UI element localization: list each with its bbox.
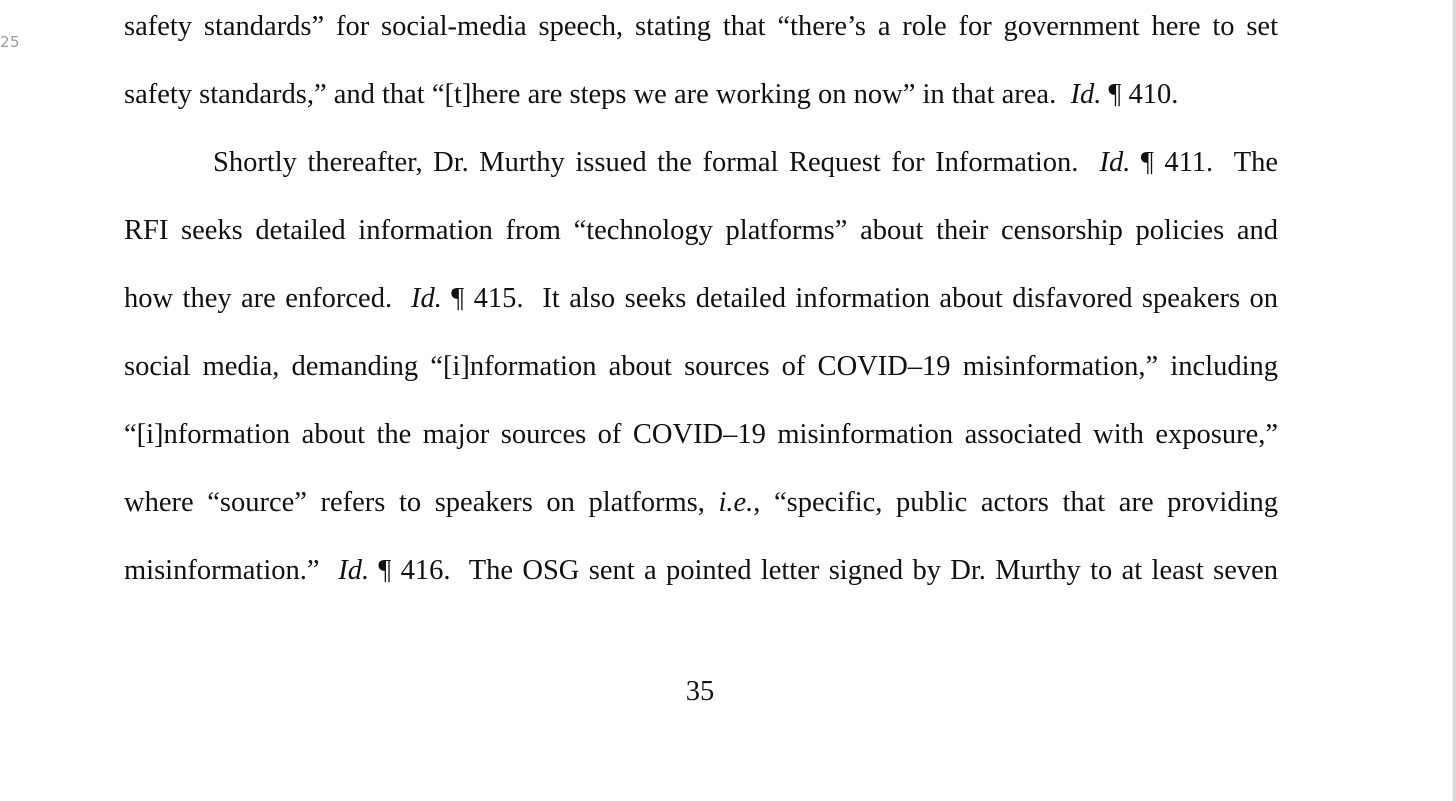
text-line: Shortly thereafter, Dr. Murthy issued the formal Request for Information. Id. ¶ 411. The xyxy=(213,147,1279,178)
text-line: RFI seeks detailed information from “technology platforms” about their censorship policies and xyxy=(124,215,1278,246)
citation-id: Id. xyxy=(410,283,442,314)
margin-line-number: 25 xyxy=(0,33,21,51)
citation-id: Id. xyxy=(338,555,370,586)
text-line: misinformation.” Id. ¶ 416. The OSG sent a pointed letter signed by Dr. Murthy to at least seven xyxy=(124,555,1278,586)
citation-id: Id. xyxy=(1099,147,1131,178)
text-line: where “source” refers to speakers on platforms, i.e., “specific, public actors that are providing xyxy=(124,487,1279,518)
page-number: 35 xyxy=(685,676,715,707)
text-line: “[i]nformation about the major sources of COVID–19 misinformation associated with exposure,” xyxy=(124,419,1278,450)
text-line: safety standards” for social-media speech, stating that “there’s a role for government here to set xyxy=(124,11,1278,42)
text-line: social media, demanding “[i]nformation about sources of COVID–19 misinformation,” including xyxy=(124,351,1278,382)
abbreviation-ie: i.e. xyxy=(718,487,754,518)
window-edge-divider xyxy=(1452,0,1456,801)
text-line: how they are enforced. Id. ¶ 415. It also seeks detailed information about disfavored speakers on xyxy=(124,283,1278,314)
citation-id: Id. xyxy=(1070,79,1102,110)
text-line: safety standards,” and that “[t]here are steps we are working on now” in that area. Id. ¶ 410. xyxy=(124,79,1179,110)
